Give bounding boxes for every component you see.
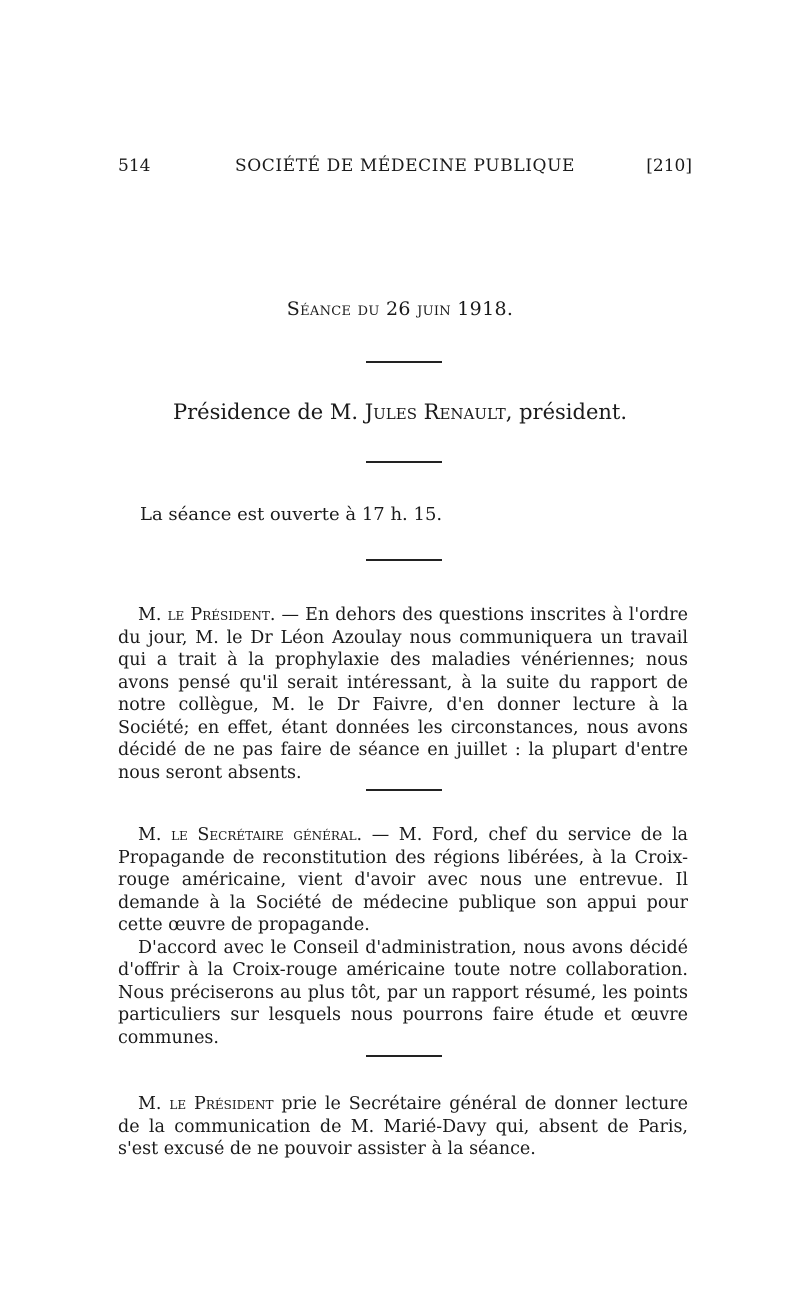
running-header (118, 156, 692, 182)
paragraph-text: — En dehors des questions inscrites à l'ordre du jour, M. le Dr Léon Azoulay nous communiquera un travail qui a trait à la prophylaxie des maladies vénériennes; nous avons pensé qu'il serait intéressant, à la suite du rapport de notre collègue, M. le Dr Faivre, d'en donner lecture à la Société; en effet, étant données les circonstances, nous avons décidé de ne pas faire de séance en juillet : la plupart d'entre nous seront absents. (118, 605, 688, 783)
separator-rule (366, 559, 442, 561)
paragraph-president (118, 604, 688, 784)
separator-rule (366, 1055, 442, 1057)
session-title: Séance du 26 juin 1918. (286, 298, 514, 320)
opening-statement: La séance est ouverte à 17 h. 15. (140, 504, 443, 525)
journal-title: SOCIÉTÉ DE MÉDECINE PUBLIQUE (234, 156, 575, 176)
paragraph-body (118, 824, 688, 937)
paragraph-body (118, 604, 688, 784)
separator-rule (366, 361, 442, 363)
separator-rule (366, 789, 442, 791)
president-name: Jules Renault (364, 400, 506, 424)
paragraph-continuation: D'accord avec le Conseil d'administration, nous avons décidé d'offrir à la Croix-rouge américaine toute notre collaboration. Nous préciserons au plus tôt, par un rapport résumé, les points particuliers sur lesquels nous pourrons faire étude et œuvre communes. (118, 937, 688, 1048)
separator-rule (366, 461, 442, 463)
speaker-label: M. le Secrétaire général. (138, 825, 363, 845)
page-reference: [210] (646, 156, 692, 176)
paragraph-president-2 (118, 1093, 688, 1161)
presidence-line (0, 400, 800, 424)
presidence-suffix: , président. (505, 400, 628, 424)
paragraph-text: — M. Ford, chef du service de la Propagande de reconstitution des régions libérées, à la Croix-rouge américaine, vient d'avoir avec nous une entrevue. Il demande à la Société de médecine publique son appui pour cette œuvre de propagande. (118, 825, 688, 935)
speaker-label: M. le Président (138, 1094, 274, 1114)
paragraph-body (118, 1093, 688, 1161)
speaker-label: M. le Président. (138, 605, 276, 625)
paragraph-secretary (118, 824, 688, 1049)
paragraph-text: prie le Secrétaire général de donner lecture de la communication de M. Marié-Davy qui, absent de Paris, s'est excusé de ne pouvoir assister à la séance. (118, 1094, 688, 1159)
page-number: 514 (118, 156, 151, 176)
presidence-prefix: Présidence de M. (172, 400, 365, 424)
